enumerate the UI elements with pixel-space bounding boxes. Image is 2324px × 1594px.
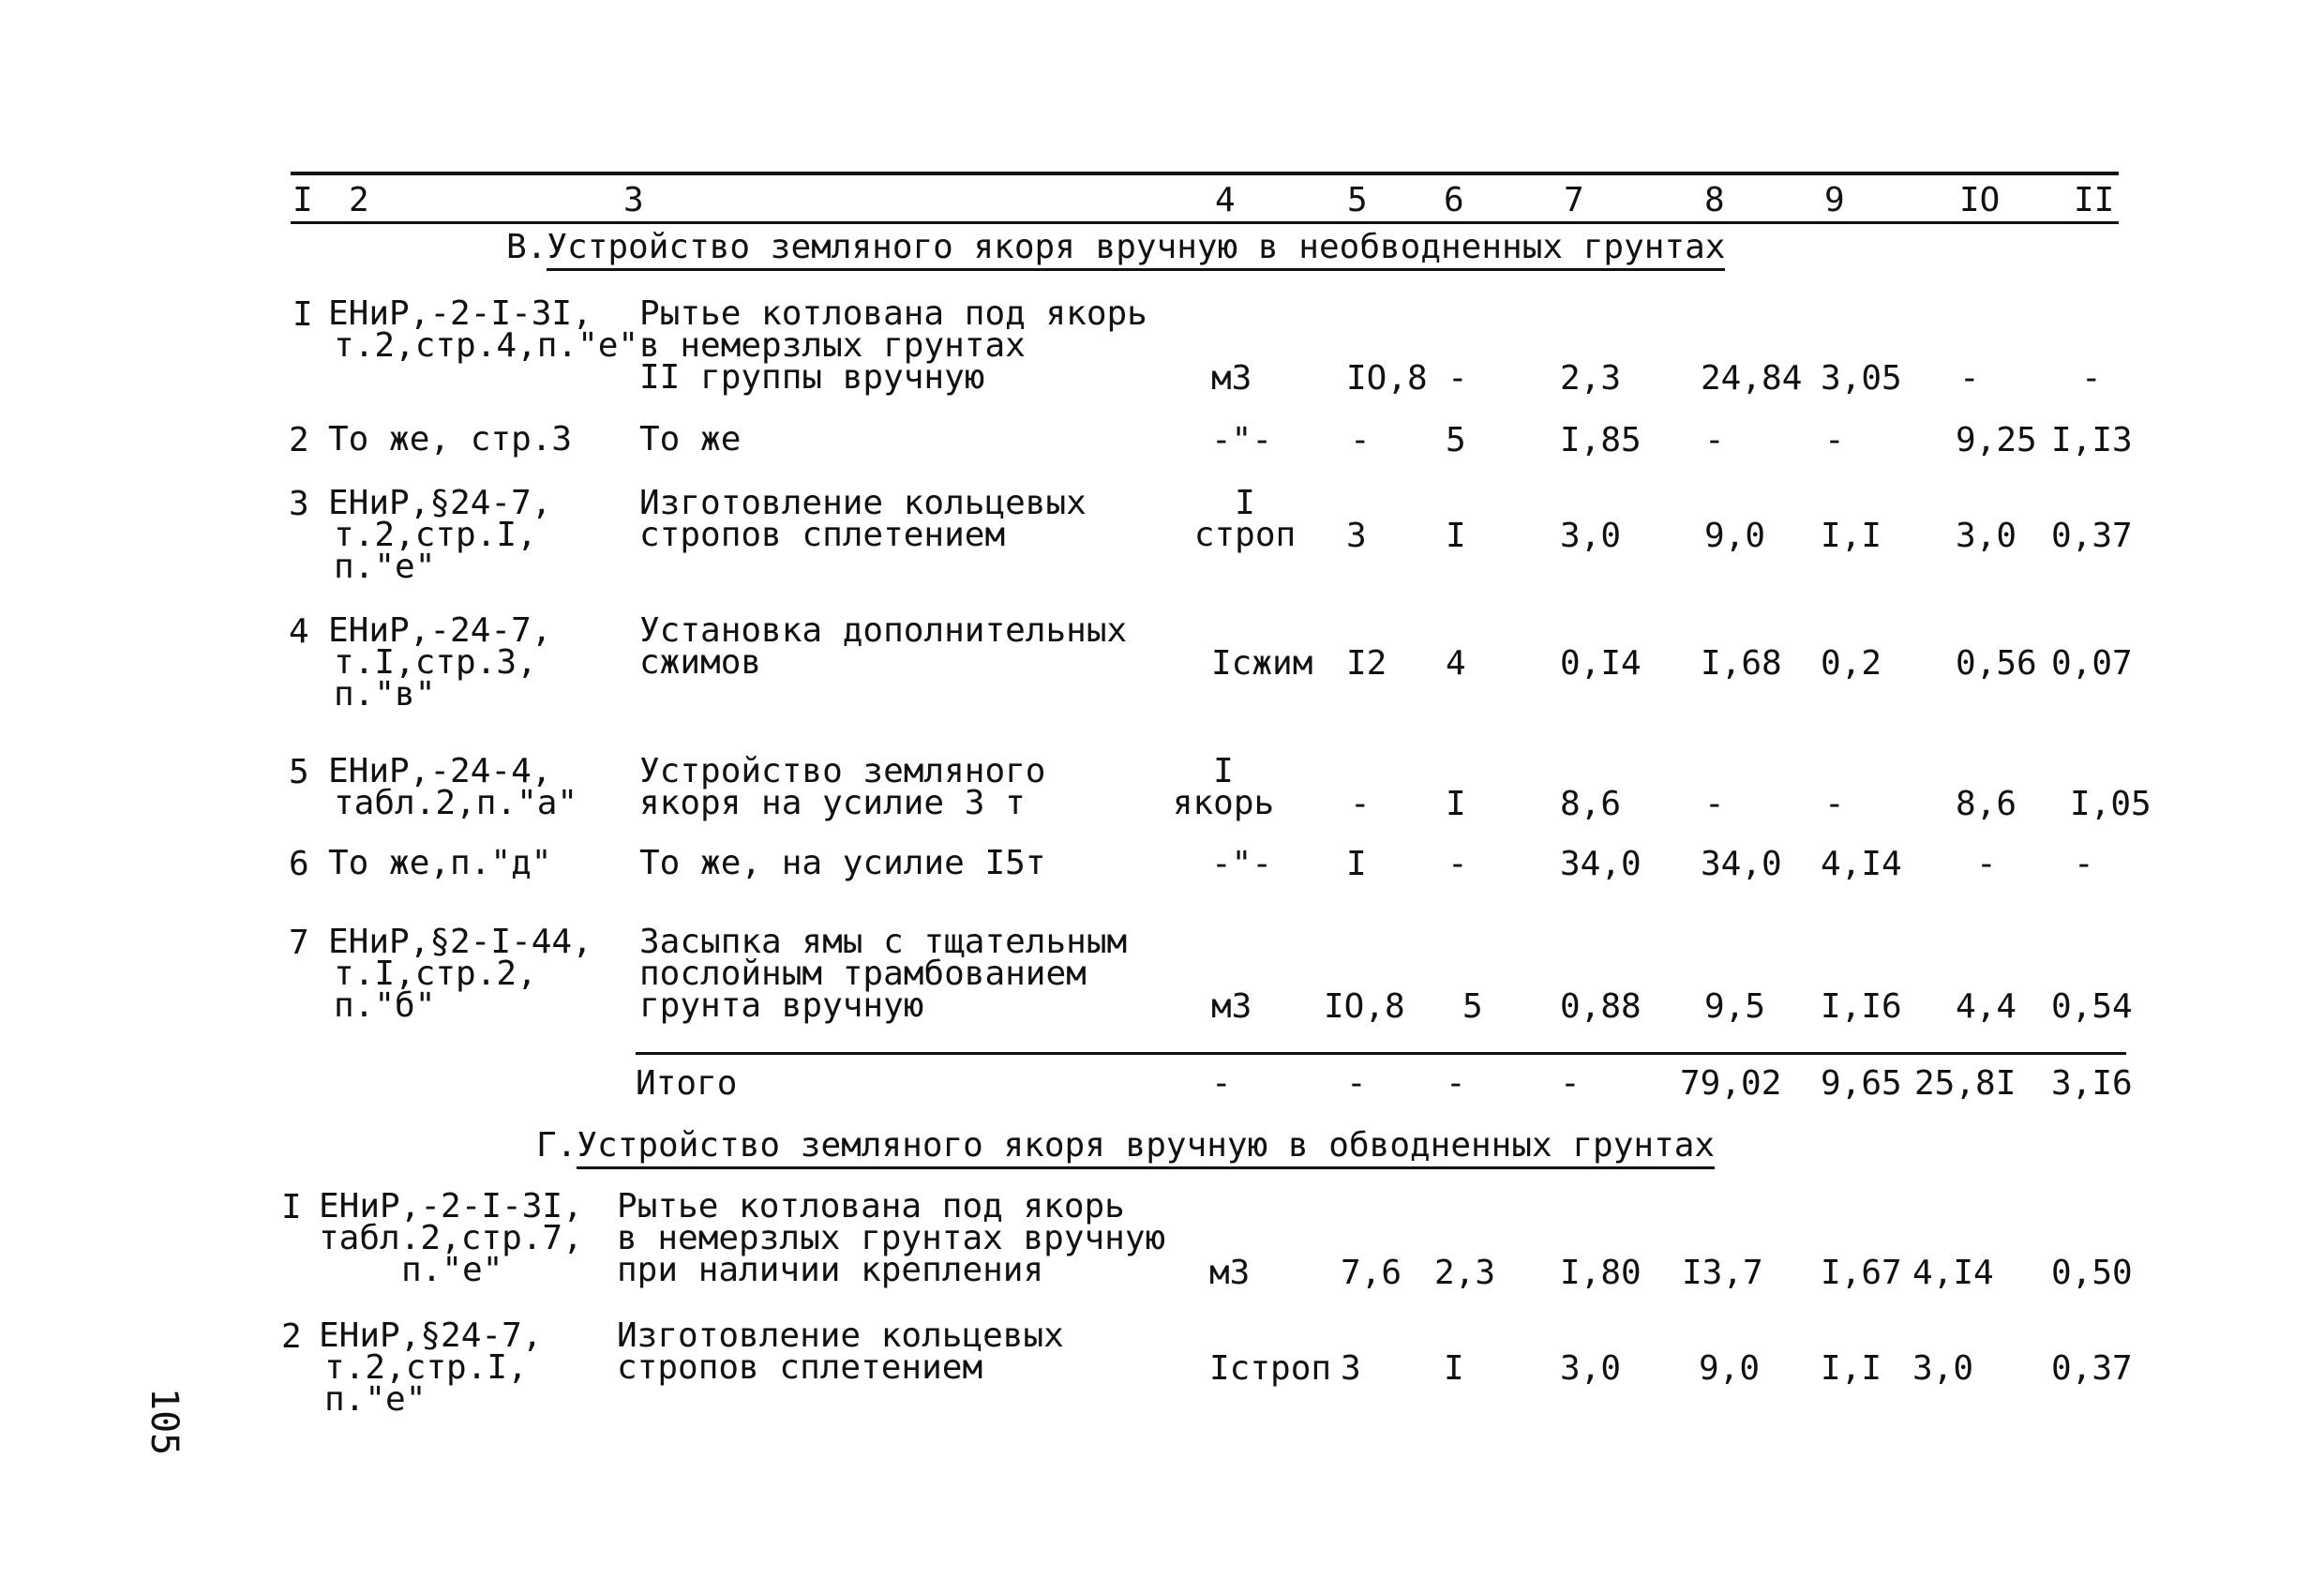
cell-col10: - [1959,359,1980,398]
cell-col9: 3,05 [1821,359,1902,398]
row-number: 7 [289,924,309,962]
cell-col5: I [1346,845,1367,883]
row-number: 4 [289,612,309,651]
cell-col10: 3,0 [1956,517,2017,555]
row-reference: ЕНиР,-2-I-3I, табл.2,стр.7, п."е" [319,1187,583,1289]
cell-col10: 0,56 [1956,644,2037,683]
cell-col9: I,I [1821,1349,1882,1388]
total-col7: - [1560,1064,1581,1103]
cell-unit: I якорь [1172,752,1275,822]
cell-col8: 9,0 [1704,517,1766,555]
cell-unit: -"- [1211,845,1273,883]
row-description: Рытье котлована под якорь в немерзлых грунтах II группы вручную [639,294,1147,397]
cell-col10: 4,I4 [1912,1254,1994,1292]
total-col10: 25,8I [1914,1064,2017,1103]
cell-col8: 9,5 [1704,987,1766,1026]
row-description: Изготовление кольцевых стропов сплетением [617,1316,1064,1387]
total-col4: - [1211,1064,1232,1103]
cell-col7: 3,0 [1560,517,1622,555]
cell-col6: I [1446,517,1466,555]
page-number: 105 [142,1388,186,1456]
cell-col7: I,85 [1560,421,1642,459]
row-number: 5 [289,753,309,791]
row-number: 6 [289,845,309,883]
col-header-1: I [292,181,313,219]
cell-col5: IO,8 [1324,987,1405,1026]
row-reference: ЕНиР,-24-7, т.I,стр.3, п."в" [328,611,552,714]
cell-col9: I,I [1821,517,1882,555]
row-number: I [281,1188,302,1226]
cell-unit: м3 [1209,1254,1251,1292]
row-description: Установка дополнительных сжимов [639,611,1128,682]
cell-col6: 5 [1446,421,1466,459]
row-reference: ЕНиР,§24-7, т.2,стр.I, п."е" [328,484,552,586]
row-number: 2 [289,421,309,459]
cell-col5: - [1350,785,1371,823]
cell-col6: I [1446,785,1466,823]
cell-col6: 5 [1462,987,1483,1026]
cell-col11: 0,50 [2051,1254,2133,1292]
total-col8: 79,02 [1680,1064,1782,1103]
col-header-2: 2 [349,181,369,219]
cell-col6: I [1444,1349,1464,1388]
col-header-9: 9 [1824,181,1845,219]
cell-col11: - [2081,359,2102,398]
cell-col7: I,80 [1560,1254,1642,1292]
col-header-7: 7 [1564,181,1584,219]
cell-col7: 3,0 [1560,1349,1622,1388]
row-number: 3 [289,485,309,523]
section-title: Устройство земляного якоря вручную в обводненных грунтах [577,1126,1715,1169]
cell-col7: 8,6 [1560,785,1622,823]
cell-col10: 8,6 [1956,785,2017,823]
col-header-11: II [2074,181,2115,219]
cell-col9: 4,I4 [1821,845,1902,883]
row-number: 2 [281,1317,302,1356]
cell-col6: 4 [1446,644,1466,683]
row-description: Рытье котлована под якорь в немерзлых грунтах вручную при наличии крепления [617,1187,1166,1289]
cell-unit: -"- [1211,421,1273,459]
cell-col10: 9,25 [1956,421,2037,459]
row-reference: ЕНиР,§24-7, т.2,стр.I, п."е" [319,1316,543,1419]
cell-col5: 7,6 [1341,1254,1402,1292]
cell-col11: 0,37 [2051,1349,2133,1388]
cell-col7: 0,88 [1560,987,1642,1026]
cell-col5: I2 [1346,644,1387,683]
total-col6: - [1446,1064,1466,1103]
row-reference: ЕНиР,§2-I-44, т.I,стр.2, п."б" [328,923,592,1025]
cell-col6: 2,3 [1434,1254,1496,1292]
col-header-10: IO [1959,181,2001,219]
col-header-8: 8 [1704,181,1725,219]
section-title: Устройство земляного якоря вручную в необводненных грунтах [547,228,1725,271]
cell-col9: 0,2 [1821,644,1882,683]
cell-col7: 34,0 [1560,845,1642,883]
cell-unit: Iстроп [1209,1349,1332,1388]
cell-col5: - [1350,421,1371,459]
cell-col10: 4,4 [1956,987,2017,1026]
cell-col7: 0,I4 [1560,644,1642,683]
cell-col10: 3,0 [1912,1349,1974,1388]
cell-unit: м3 [1211,359,1252,398]
row-description: Изготовление кольцевых стропов сплетением [639,484,1087,554]
row-reference: То же,п."д" [328,844,552,882]
cell-unit: Iсжим [1211,644,1313,683]
cell-col11: I,I3 [2051,421,2133,459]
row-description: Засыпка ямы с тщательным послойным трамбованием грунта вручную [639,923,1128,1025]
row-reference: ЕНиР,-24-4, табл.2,п."а" [328,752,578,822]
cell-col10: - [1976,845,1997,883]
cell-col8: 34,0 [1701,845,1782,883]
table-top-rule [291,172,2119,175]
cell-col8: - [1704,421,1725,459]
row-reference: То же, стр.3 [328,420,573,459]
cell-col11: 0,07 [2051,644,2133,683]
row-description: Устройство земляного якоря на усилие 3 т [639,752,1046,822]
cell-col5: 3 [1346,517,1367,555]
cell-col9: I,67 [1821,1254,1902,1292]
total-col11: 3,I6 [2051,1064,2133,1103]
row-description: То же, на усилие I5т [639,844,1046,882]
row-description: То же [639,420,742,459]
cell-col8: 24,84 [1701,359,1803,398]
cell-col11: I,05 [2070,785,2152,823]
cell-col5: 3 [1341,1349,1361,1388]
row-number: I [292,295,313,334]
total-col9: 9,65 [1821,1064,1902,1103]
cell-col8: I3,7 [1682,1254,1763,1292]
cell-col11: - [2074,845,2094,883]
cell-unit: I строп [1193,484,1297,554]
col-header-6: 6 [1444,181,1464,219]
cell-col5: IO,8 [1346,359,1428,398]
section-letter: Г. [536,1126,577,1165]
section-heading-v [506,228,1726,266]
cell-col11: 0,37 [2051,517,2133,555]
cell-col8: I,68 [1701,644,1782,683]
row-reference: ЕНиР,-2-I-3I, т.2,стр.4,п."е" [328,294,639,365]
cell-col9: - [1824,785,1845,823]
col-header-3: 3 [623,181,644,219]
cell-col8: 9,0 [1699,1349,1761,1388]
section-letter: В. [506,228,547,266]
cell-col6: - [1447,845,1468,883]
col-header-5: 5 [1347,181,1368,219]
cell-col7: 2,3 [1560,359,1622,398]
total-label: Итого [636,1064,738,1103]
total-col5: - [1346,1064,1367,1103]
header-bottom-rule [291,221,2119,224]
cell-unit: м3 [1211,987,1252,1026]
cell-col9: - [1824,421,1845,459]
section-heading-g [536,1126,1716,1165]
cell-col11: 0,54 [2051,987,2133,1026]
cell-col8: - [1704,785,1725,823]
cell-col6: - [1447,359,1468,398]
total-rule [636,1052,2126,1055]
col-header-4: 4 [1215,181,1236,219]
cell-col9: I,I6 [1821,987,1902,1026]
